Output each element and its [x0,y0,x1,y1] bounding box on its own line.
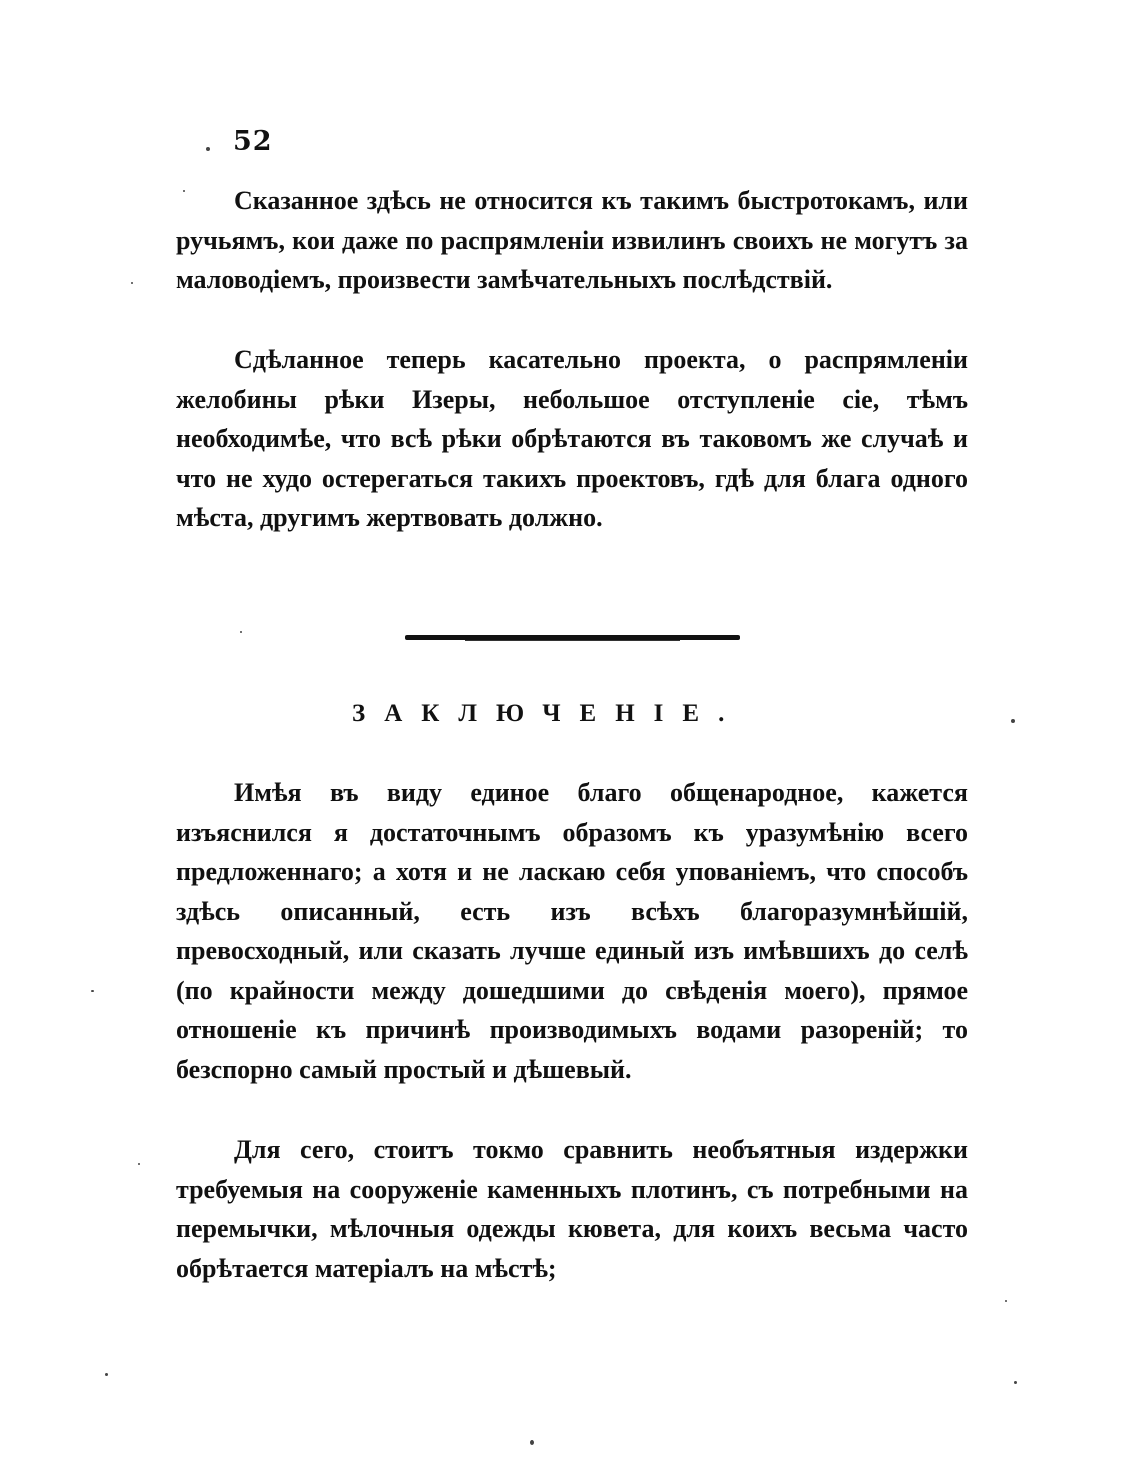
scan-speck [131,282,133,284]
scan-speck [91,990,94,992]
scan-speck [240,631,242,633]
paragraph: Сдѣланное теперь касательно проекта, о распрямленіи желобины рѣки Изеры, небольшое отступленіе сіе, тѣмъ необходимѣе, что всѣ рѣки обрѣтаются въ таковомъ же случаѣ и что не худо остерегаться такихъ проектовъ, гдѣ для блага одного мѣста, другимъ жертвовать должно. [176,345,968,532]
section-heading: ЗАКЛЮЧЕНІЕ. [352,700,744,727]
scan-speck [183,190,185,192]
scan-speck [530,1440,534,1445]
section-divider [405,635,740,640]
paragraph: Сказанное здѣсь не относится къ такимъ быстротокамъ, или ручьямъ, кои даже по распрямленіи извилинъ своихъ не могутъ за маловодіемъ, произвести замѣчательныхъ послѣдствій. [176,186,968,294]
page-number: 52 [233,126,273,157]
scan-speck [1005,1300,1007,1302]
paragraph: Имѣя въ виду единое благо общенародное, кажется изъяснился я достаточнымъ образомъ къ уразумѣнію всего предложеннаго; а хотя и не ласкаю себя упованіемъ, что способъ здѣсь описанный, есть изъ всѣхъ благоразумнѣйшій, превосходный, или сказать лучше единый изъ имѣвшихъ до селѣ (по крайности между дошедшими до свѣденія моего), прямое отношеніе къ причинѣ производимыхъ водами разореній; то безспорно самый простый и дѣшевый. [176,778,968,1084]
scan-speck [206,147,210,151]
section-paragraph-1-block [176,773,968,1089]
paragraph-2-block [176,340,968,538]
scan-speck [138,1163,140,1165]
section-paragraph-2-block [176,1130,968,1288]
paragraph: Для сего, стоитъ токмо сравнить необъятныя издержки требуемыя на сооруженіе каменныхъ плотинъ, съ потребными на перемычки, мѣлочныя одежды кювета, для коихъ весьма часто обрѣтается матеріалъ на мѣстѣ; [176,1135,968,1283]
paragraph-1-block [176,181,968,300]
scan-speck [1011,719,1015,723]
scan-speck [105,1373,108,1376]
scan-speck [1014,1381,1017,1384]
